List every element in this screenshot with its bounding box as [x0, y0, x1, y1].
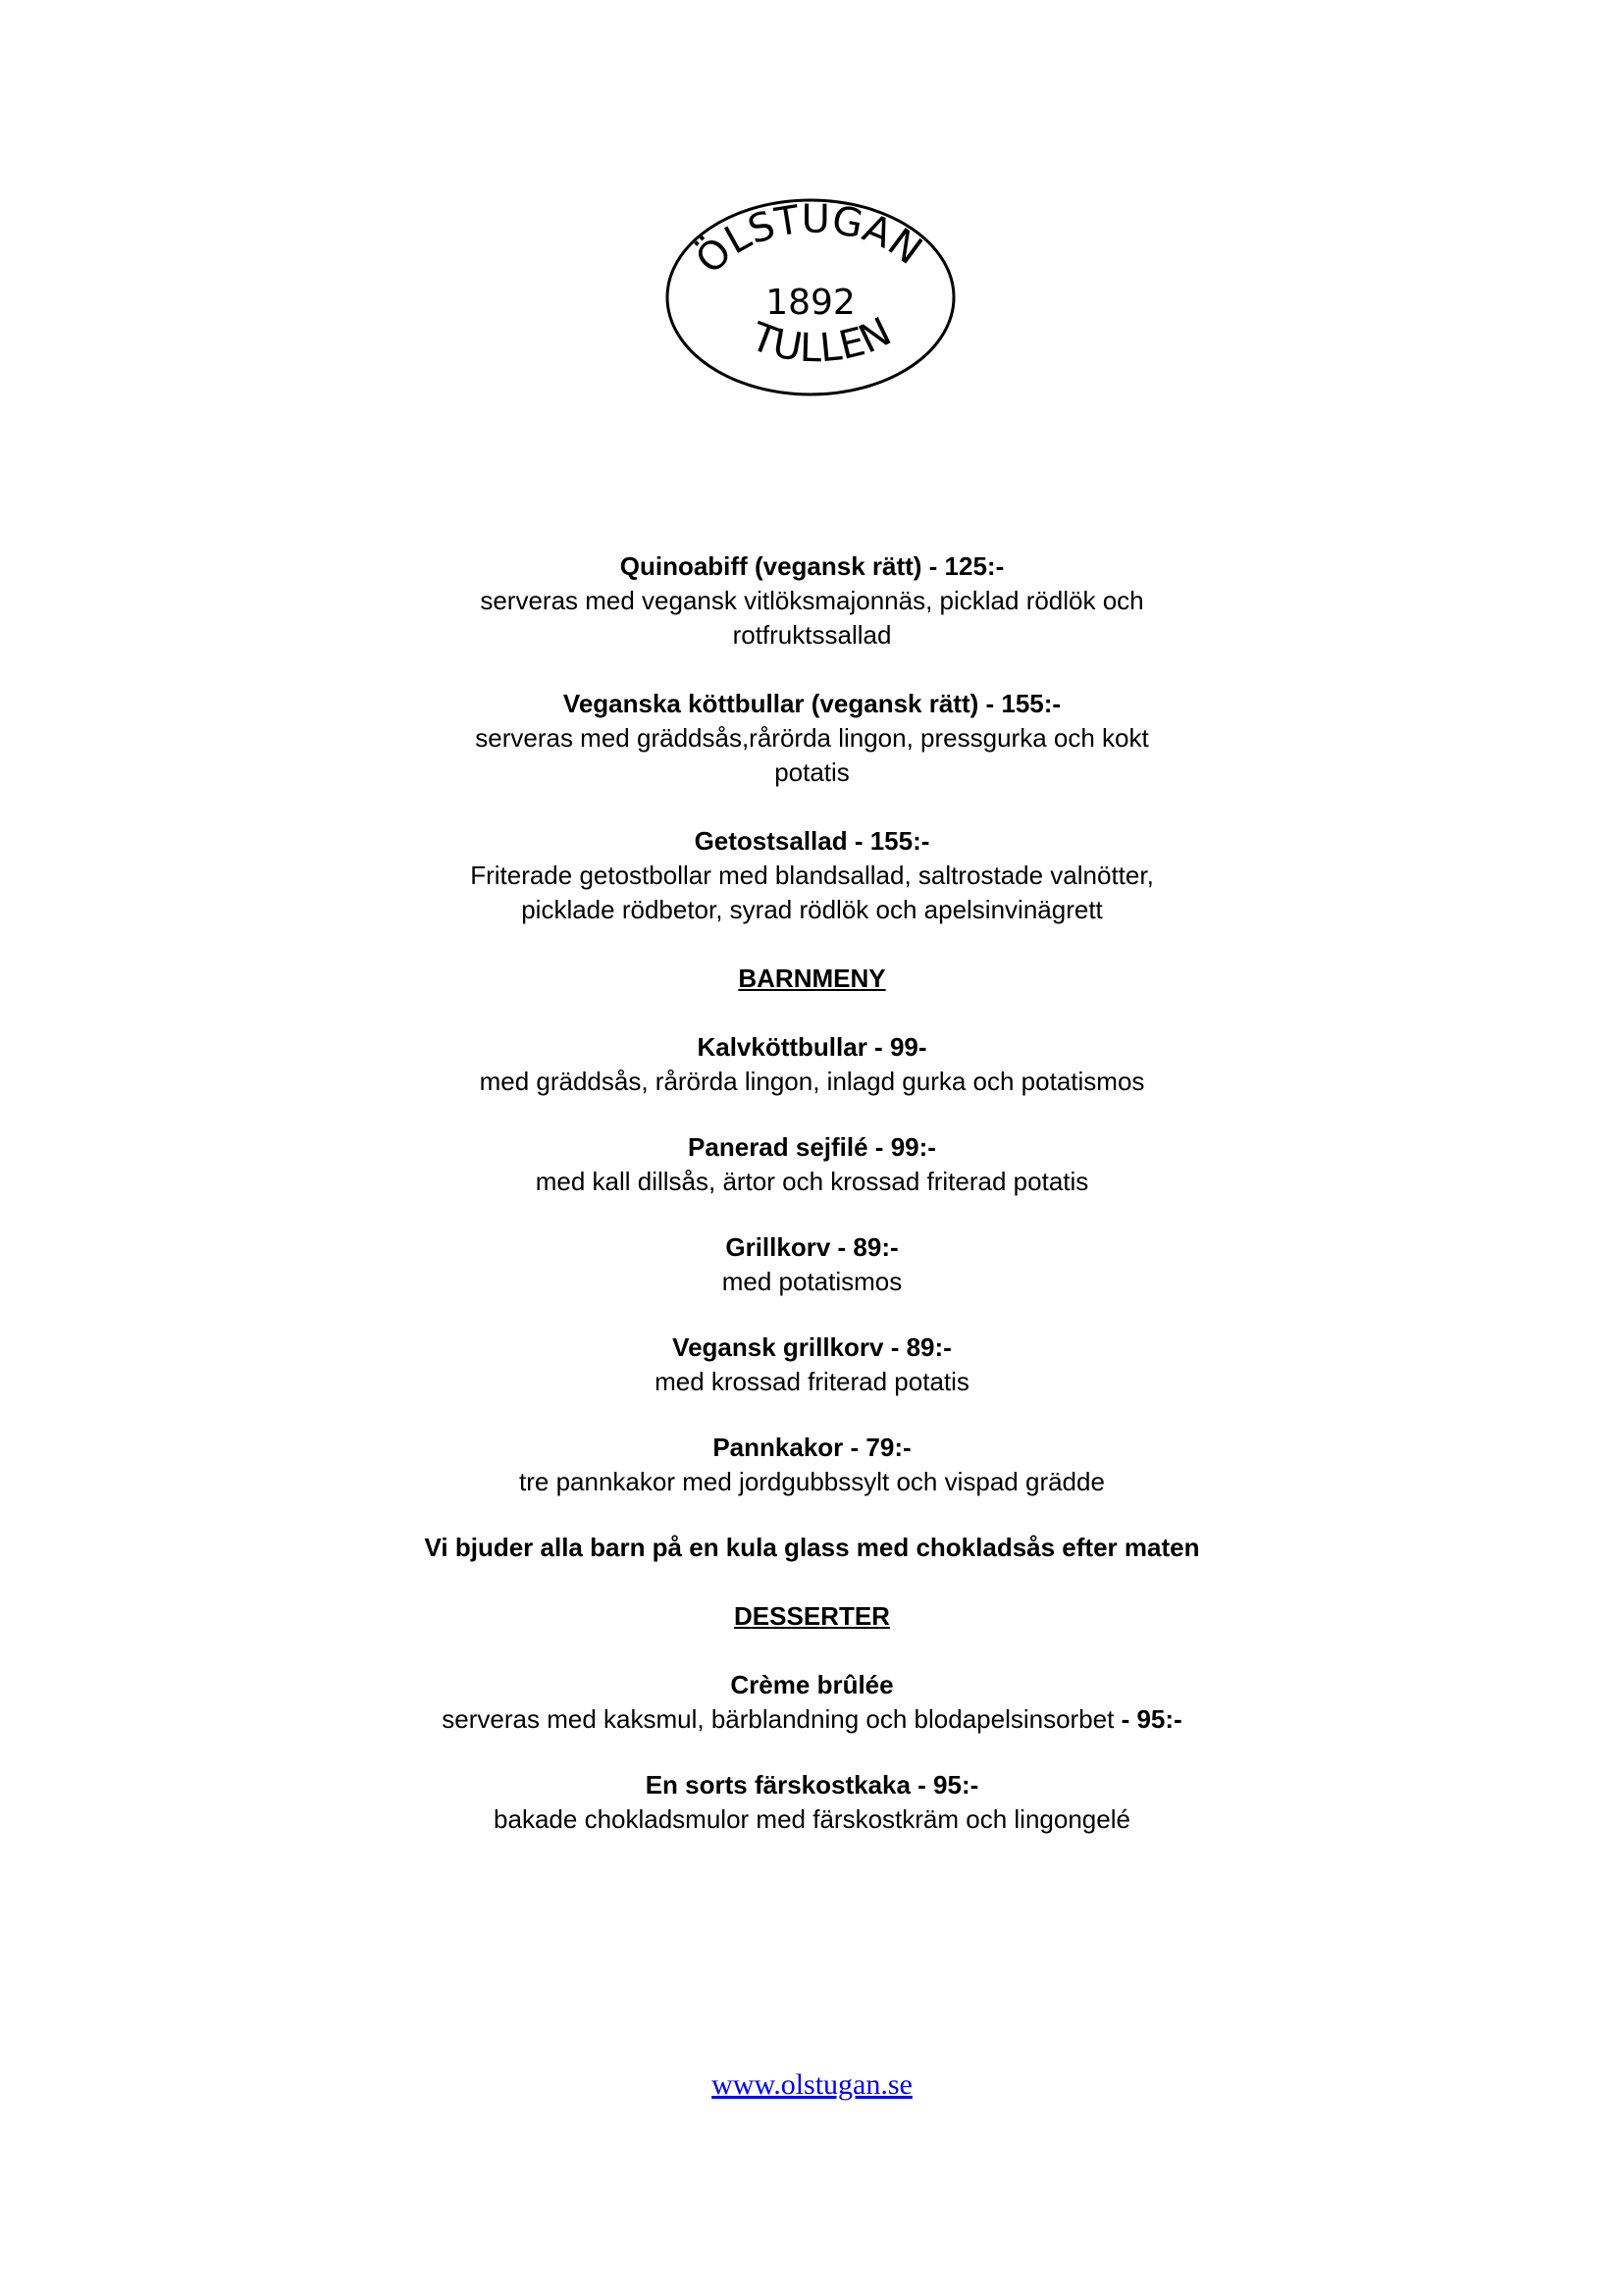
dessert-creme-brulee [0, 1668, 1624, 1737]
kids-dish-pannkakor [0, 1431, 1624, 1499]
dish-title: Quinoabiff (vegansk rätt) - 125:- [619, 551, 1005, 581]
dish-description: Friterade getostbollar med blandsallad, saltrostade valnötter, [470, 861, 1154, 890]
logo-seal-graphic [663, 196, 958, 398]
logo-text-bottom: TULLEN [745, 309, 899, 372]
dish-description: rotfruktssallad [732, 620, 892, 650]
dish-title: Getostsallad - 155:- [694, 826, 930, 856]
dish-title: Crème brûlée [730, 1670, 894, 1699]
kids-dish-panerad-sejfile [0, 1130, 1624, 1199]
kids-dish-grillkorv [0, 1230, 1624, 1299]
dish-description: serveras med vegansk vitlöksmajonnäs, picklad rödlök och [480, 586, 1144, 615]
olstugan-logo [663, 196, 958, 398]
dish-title: En sorts färskostkaka - 95:- [645, 1770, 979, 1799]
section-heading-barnmeny: BARNMENY [738, 964, 886, 993]
dessert-price: - 95:- [1114, 1704, 1182, 1734]
logo-year: 1892 [765, 283, 856, 323]
dessert-farskostkaka [0, 1768, 1624, 1837]
dish-description: med gräddsås, rårörda lingon, inlagd gurka och potatismos [479, 1067, 1145, 1096]
dish-description: serveras med gräddsås,rårörda lingon, pressgurka och kokt [475, 723, 1149, 753]
kids-ice-cream-note: Vi bjuder alla barn på en kula glass med chokladsås efter maten [424, 1533, 1200, 1562]
dish-description: med kall dillsås, ärtor och krossad friterad potatis [535, 1167, 1089, 1196]
dish-description [0, 1702, 1624, 1737]
dish-description: tre pannkakor med jordgubbssylt och vispad grädde [519, 1467, 1105, 1496]
dish-title: Panerad sejfilé - 99:- [688, 1132, 936, 1162]
dish-description: med potatismos [721, 1267, 903, 1296]
dish-description: bakade chokladsmulor med färskostkräm och lingongelé [494, 1804, 1130, 1834]
dish-veganska-kottbullar [0, 687, 1624, 790]
kids-dish-vegansk-grillkorv [0, 1330, 1624, 1399]
dish-title: Veganska köttbullar (vegansk rätt) - 155:- [562, 689, 1062, 718]
dish-description: picklade rödbetor, syrad rödlök och apelsinvinägrett [521, 895, 1103, 924]
dish-title: Pannkakor - 79:- [712, 1433, 912, 1462]
website-link[interactable]: www.olstugan.se [711, 2068, 913, 2101]
dish-description: med krossad friterad potatis [655, 1367, 969, 1396]
dish-title: Grillkorv - 89:- [725, 1232, 899, 1262]
dish-quinoabiff [0, 549, 1624, 652]
dish-getostsallad [0, 824, 1624, 927]
dessert-desc-text: serveras med kaksmul, bärblandning och blodapelsinsorbet [442, 1704, 1115, 1734]
dish-title: Kalvköttbullar - 99- [697, 1032, 927, 1062]
dish-description: potatis [774, 757, 850, 787]
kids-dish-kalvkottbullar [0, 1030, 1624, 1099]
menu-content [0, 549, 1624, 1837]
dish-title: Vegansk grillkorv - 89:- [672, 1332, 952, 1362]
logo-text-top: ÖLSTUGAN [687, 196, 930, 284]
section-heading-desserter: DESSERTER [734, 1601, 890, 1631]
